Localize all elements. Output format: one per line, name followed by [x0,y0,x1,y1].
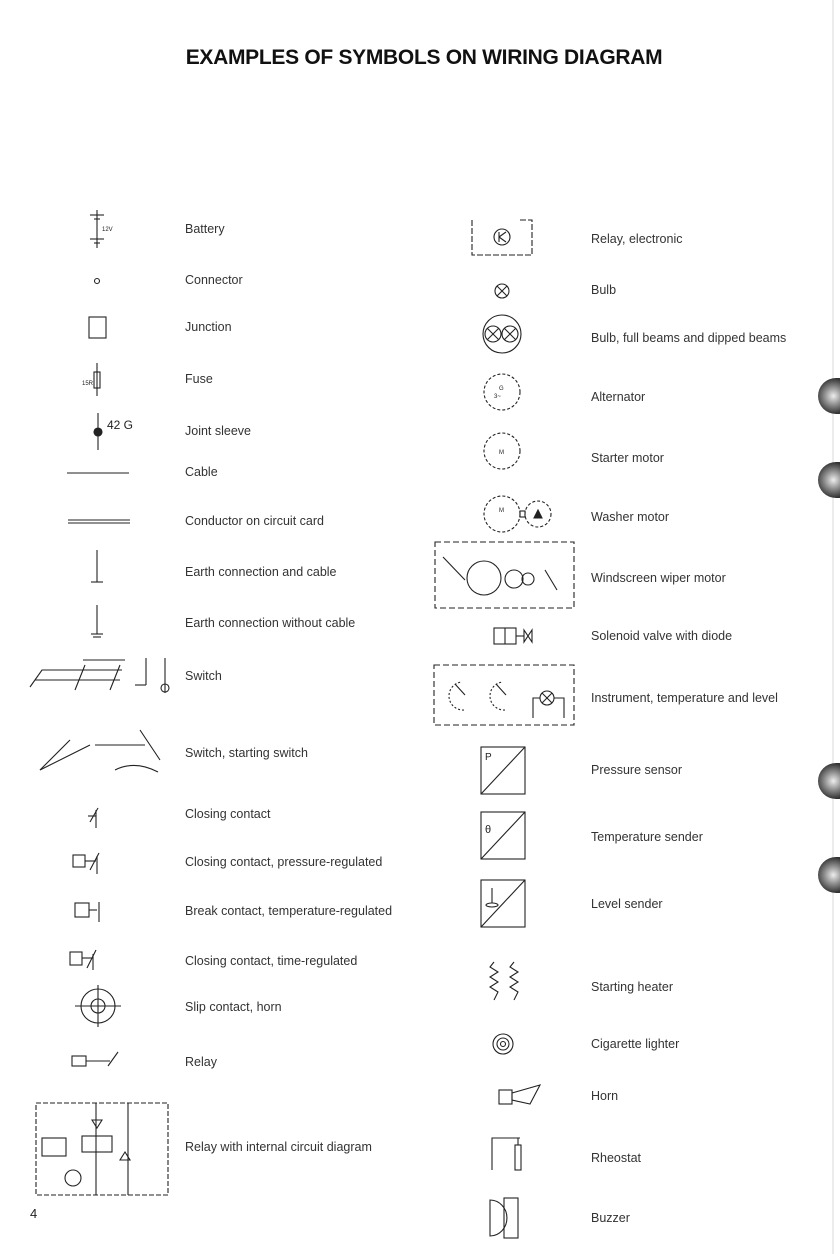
earth-symbol-icon [91,605,103,637]
level-sender-symbol-icon [481,880,525,927]
slip-contact-label: Slip contact, horn [185,1000,282,1014]
horn-symbol-icon [499,1085,540,1104]
connector-symbol-icon [95,279,100,284]
svg-text:3~: 3~ [494,394,501,400]
wiper-motor-label: Windscreen wiper motor [591,571,726,585]
page-number: 4 [30,1206,38,1221]
rheostat-label: Rheostat [591,1151,642,1165]
bulb-symbol-icon [495,284,509,298]
relay-symbol-icon [72,1052,118,1066]
earth-cable-symbol-icon [91,550,103,582]
rheostat-symbol-icon [492,1138,521,1170]
alternator-label: Alternator [591,390,646,404]
closing-contact-label: Closing contact [185,807,271,821]
starting-switch-label: Switch, starting switch [185,746,308,760]
svg-text:P: P [485,752,492,763]
alternator-symbol-icon [484,374,520,410]
wiper-motor-symbol-icon [435,542,574,608]
relay-internal-symbol-icon [36,1103,168,1195]
fuse-symbol-icon [82,363,100,396]
cigarette-lighter-symbol-icon [493,1034,513,1054]
pressure-sensor-symbol-icon [481,747,525,794]
joint-sleeve-symbol-icon [94,413,102,450]
temperature-sender-symbol-icon [481,812,525,859]
battery-label: Battery [185,222,225,236]
starting-heater-label: Starting heater [591,980,673,994]
time-contact-label: Closing contact, time-regulated [185,954,358,968]
starting-heater-symbol-icon [490,962,518,1000]
switch-symbol-icon [30,658,169,693]
fuse-label: Fuse [185,372,213,386]
level-sender-label: Level sender [591,897,663,911]
pressure-contact-label: Closing contact, pressure-regulated [185,855,383,869]
joint-sleeve-label: Joint sleeve [185,424,252,438]
switch-label: Switch [185,669,222,683]
joint-sleeve-code: 42 G [107,418,134,432]
starter-motor-label: Starter motor [591,451,664,465]
connector-label: Connector [185,273,243,287]
washer-motor-label: Washer motor [591,510,670,524]
svg-text:M: M [499,508,504,514]
starting-switch-symbol-icon [40,730,160,772]
svg-text:G: G [499,386,504,392]
washer-motor-symbol-icon [484,496,551,532]
pressure-contact-symbol-icon [73,853,99,874]
instrument-label: Instrument, temperature and level [591,691,778,705]
dual-bulb-label: Bulb, full beams and dipped beams [591,331,787,345]
temperature-sender-label: Temperature sender [591,830,703,844]
temperature-contact-symbol-icon [75,902,99,922]
dual-bulb-symbol-icon [483,315,521,353]
time-contact-symbol-icon [70,950,96,970]
starter-motor-symbol-icon [484,433,520,469]
page-title: EXAMPLES OF SYMBOLS ON WIRING DIAGRAM [185,46,663,69]
cigarette-lighter-label: Cigarette lighter [591,1037,680,1051]
buzzer-symbol-icon [490,1198,518,1238]
junction-label: Junction [185,320,232,334]
earth-cable-label: Earth connection and cable [185,565,337,579]
relay-internal-label: Relay with internal circuit diagram [185,1140,372,1154]
horn-label: Horn [591,1089,619,1103]
svg-text:θ: θ [485,824,492,836]
relay-label: Relay [185,1055,217,1069]
instrument-symbol-icon [434,665,574,725]
svg-text:M: M [499,450,504,456]
svg-text:15R: 15R [82,381,94,387]
electronic-relay-label: Relay, electronic [591,232,683,246]
solenoid-valve-label: Solenoid valve with diode [591,629,733,643]
slip-contact-symbol-icon [75,985,121,1027]
bulb-label: Bulb [591,283,617,297]
closing-contact-symbol-icon [88,808,98,828]
conductor-symbol-icon [68,520,130,523]
conductor-label: Conductor on circuit card [185,514,324,528]
solenoid-valve-symbol-icon [494,628,532,644]
pressure-sensor-label: Pressure sensor [591,763,683,777]
buzzer-label: Buzzer [591,1211,630,1225]
earth-label: Earth connection without cable [185,616,356,630]
svg-text:12V: 12V [102,227,113,233]
cable-label: Cable [185,465,218,479]
junction-symbol-icon [89,317,106,338]
battery-symbol-icon [90,210,113,248]
electronic-relay-symbol-icon [472,220,532,255]
temperature-contact-label: Break contact, temperature-regulated [185,904,393,918]
